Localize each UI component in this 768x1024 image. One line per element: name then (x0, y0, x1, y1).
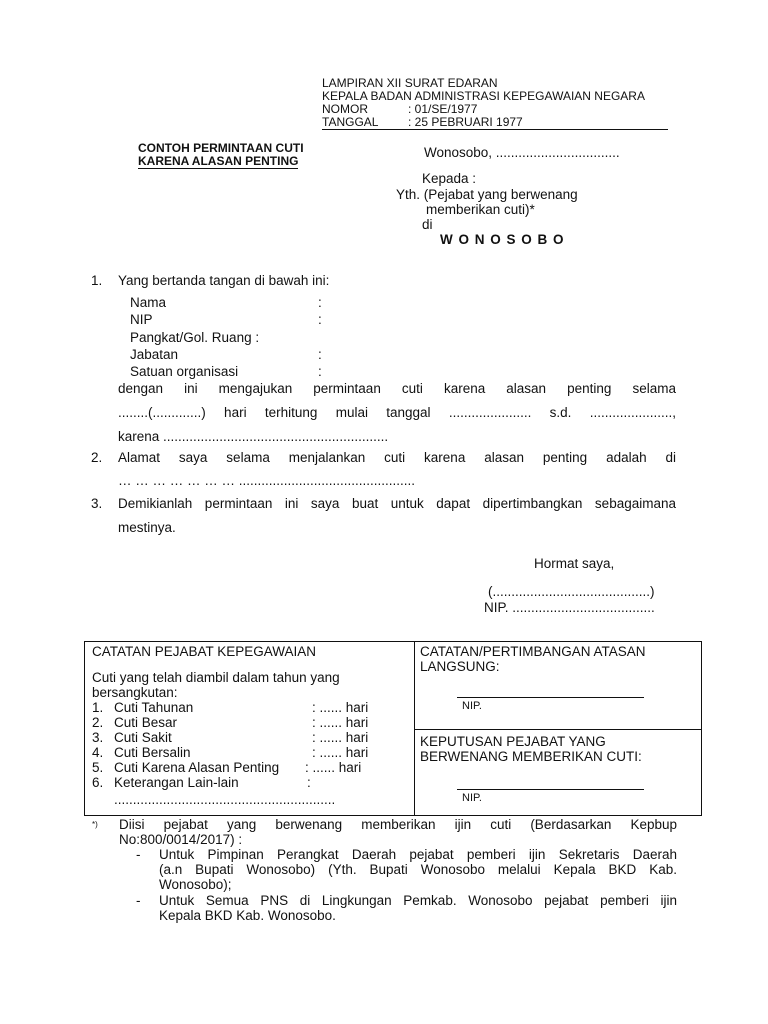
section1-line1: dengan ini mengajukan permintaan cuti karena alasan penting selama (118, 381, 676, 396)
leave-item-label: Cuti Tahunan (114, 700, 194, 715)
signature-nip: NIP. ...................................... (484, 600, 655, 615)
section3-line2: mestinya. (118, 520, 176, 535)
place-date: Wonosobo, ................................. (424, 145, 620, 160)
leave-item-value: : ...... hari (312, 715, 369, 730)
section3-line1: Demikianlah permintaan ini saya buat untuk dapat dipertimbangkan sebagaimana (118, 496, 676, 511)
header-tanggal-value: : 25 PEBRUARI 1977 (408, 115, 523, 129)
leave-item-number: 4. (92, 745, 104, 760)
left-cell-intro2: bersangkutan: (92, 685, 178, 700)
leave-item-value: : ...... hari (305, 760, 362, 775)
leave-item-value: : ...... hari (312, 730, 369, 745)
leave-item-value: : (307, 775, 311, 790)
field-jabatan-colon: : (318, 347, 322, 362)
field-satuan-colon: : (318, 364, 322, 379)
header-nomor-value: : 01/SE/1977 (408, 102, 478, 116)
left-cell-dots: ........................................................... (114, 792, 336, 807)
table-horizontal-divider (414, 729, 702, 730)
field-nip-colon: : (318, 312, 322, 327)
footnote-bullet1-line3: Wonosobo); (159, 877, 232, 892)
section1-line3: karena ............................................................ (118, 429, 389, 444)
footnote-line1: Diisi pejabat yang berwenang memberikan ijin cuti (Berdasarkan Kepbup (119, 817, 677, 832)
header-nomor-label: NOMOR (322, 102, 368, 116)
footnote-line2: No:800/0014/2017) : (119, 832, 243, 847)
header-tanggal-label: TANGGAL (322, 115, 379, 129)
leave-item-number: 5. (92, 760, 104, 775)
field-nama-colon: : (318, 295, 322, 310)
section2-line2: … … … … … … … ............................................... (118, 473, 416, 488)
header-line2: KEPALA BADAN ADMINISTRASI KEPEGAWAIAN NEGARA (322, 89, 645, 103)
footnote-mark: *) (92, 820, 98, 829)
header-underline (322, 129, 668, 130)
field-pangkat-label: Pangkat/Gol. Ruang : (130, 330, 260, 345)
leave-item-label: Keterangan Lain-lain (114, 775, 239, 790)
leave-item-number: 2. (92, 715, 104, 730)
leave-item-value: : ...... hari (312, 745, 369, 760)
leave-item-number: 6. (92, 775, 104, 790)
right-top-title1: CATATAN/PERTIMBANGAN ATASAN (420, 644, 646, 659)
footnote-bullet2-line1: Untuk Semua PNS di Lingkungan Pemkab. Wonosobo pejabat pemberi ijin (159, 893, 677, 908)
city-name: W O N O S O B O (440, 232, 565, 247)
right-top-signature-line (457, 697, 644, 698)
section1-line2: ........(.............) hari terhitung mulai tanggal ...................... s.d. ......................, (118, 405, 676, 420)
addressee-line2: memberikan cuti)* (426, 202, 535, 217)
leave-item-label: Cuti Besar (114, 715, 178, 730)
field-satuan-label: Satuan organisasi (130, 364, 239, 379)
section1-intro: Yang bertanda tangan di bawah ini: (118, 273, 330, 288)
footnote-bullet2-line2: Kepala BKD Kab. Wonosobo. (159, 908, 336, 923)
addressee: Yth. (Pejabat yang berwenang (396, 187, 578, 202)
footnote-bullet1-line1: Untuk Pimpinan Perangkat Daerah pejabat pemberi ijin Sekretaris Daerah (159, 847, 677, 862)
leave-item-value: : ...... hari (312, 700, 369, 715)
leave-item-number: 3. (92, 730, 104, 745)
right-bottom-signature-line (457, 789, 644, 790)
right-top-title2: LANGSUNG: (420, 659, 500, 674)
kepada-label: Kepada : (422, 171, 477, 186)
footnote-bullet1-line2: (a.n Bupati Wonosobo) (Yth. Bupati Wonosobo melalui Kepala BKD Kab. (159, 862, 677, 877)
footnote-bullet-dash: - (136, 847, 141, 862)
leave-item-label: Cuti Karena Alasan Penting (114, 760, 280, 775)
section2-line1: Alamat saya selama menjalankan cuti karena alasan penting adalah di (118, 450, 676, 465)
field-jabatan-label: Jabatan (130, 347, 179, 362)
left-cell-title: CATATAN PEJABAT KEPEGAWAIAN (92, 644, 317, 659)
leave-item-number: 1. (92, 700, 104, 715)
right-bottom-title1: KEPUTUSAN PEJABAT YANG (420, 734, 606, 749)
leave-item-label: Cuti Bersalin (114, 745, 191, 760)
signature-name: (..........................................) (488, 584, 655, 599)
section1-number: 1. (91, 273, 103, 288)
title-line2: KARENA ALASAN PENTING (138, 154, 299, 168)
section2-number: 2. (91, 450, 103, 465)
right-bottom-nip: NIP. (462, 792, 482, 804)
field-nip-label: NIP (130, 312, 153, 327)
signature-closing: Hormat saya, (534, 556, 615, 571)
di-label: di (422, 217, 433, 232)
title-line1: CONTOH PERMINTAAN CUTI (138, 141, 304, 155)
footnote-bullet-dash: - (136, 893, 141, 908)
left-cell-intro1: Cuti yang telah diambil dalam tahun yang (92, 670, 340, 685)
right-top-nip: NIP. (462, 700, 482, 712)
section3-number: 3. (91, 496, 103, 511)
field-nama-label: Nama (130, 295, 167, 310)
header-line1: LAMPIRAN XII SURAT EDARAN (322, 76, 498, 90)
right-bottom-title2: BERWENANG MEMBERIKAN CUTI: (420, 749, 642, 764)
leave-item-label: Cuti Sakit (114, 730, 172, 745)
